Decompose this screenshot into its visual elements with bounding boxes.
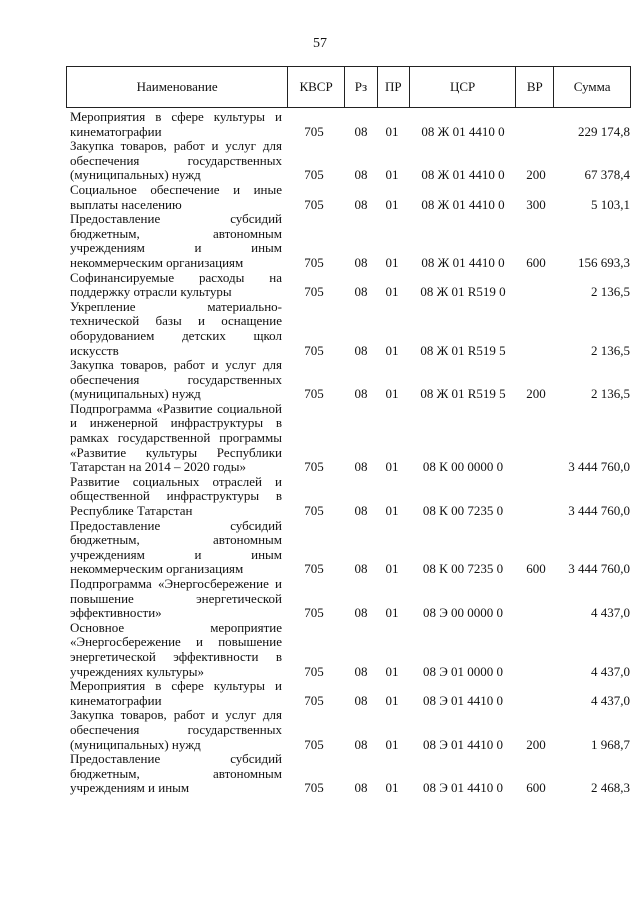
- table-row: [70, 183, 630, 212]
- row-pr: 01: [385, 736, 399, 752]
- table-header: [66, 66, 631, 108]
- row-kvsr: 705: [304, 196, 324, 212]
- row-csr: 08 Э 01 4410 0: [422, 780, 504, 796]
- table-row: [70, 300, 630, 358]
- table-row: [70, 402, 630, 475]
- row-rz: 08: [354, 780, 368, 796]
- row-sum: 2 468,3: [591, 780, 630, 796]
- row-csr: 08 Ж 01 4410 0: [421, 254, 505, 270]
- row-rz: 08: [354, 167, 368, 183]
- row-vr: 200: [526, 736, 546, 752]
- header-csr: ЦСР: [410, 67, 517, 107]
- row-kvsr: 705: [304, 780, 324, 796]
- row-csr: 08 Э 01 0000 0: [422, 663, 504, 679]
- row-rz: 08: [354, 342, 368, 358]
- header-pr: ПР: [378, 67, 410, 107]
- row-sum: 3 444 760,0: [568, 503, 630, 519]
- row-pr: 01: [385, 386, 399, 402]
- row-rz: 08: [354, 284, 368, 300]
- row-kvsr: 705: [304, 692, 324, 708]
- row-rz: 08: [354, 561, 368, 577]
- row-name: Закупка товаров, работ и услуг для обеспечения государственных (муниципальных) нужд: [70, 357, 282, 402]
- row-csr: 08 Э 01 4410 0: [422, 736, 504, 752]
- row-kvsr: 705: [304, 736, 324, 752]
- row-name: Развитие социальных отраслей и общественной инфраструктуры в Республике Татарстан: [70, 473, 282, 519]
- table-row: [70, 110, 630, 139]
- table-row: [70, 271, 630, 300]
- row-pr: 01: [385, 780, 399, 796]
- row-sum: 2 136,5: [591, 284, 630, 300]
- row-name: Закупка товаров, работ и услуг для обеспечения государственных (муниципальных) нужд: [70, 707, 282, 752]
- page-number: 57: [313, 36, 327, 51]
- row-name: Предоставление субсидий бюджетным, автономным учреждениям и иным некоммерческим организациям: [70, 211, 282, 270]
- row-pr: 01: [385, 167, 399, 183]
- row-name: Мероприятия в сфере культуры и кинематографии: [70, 109, 282, 139]
- row-sum: 3 444 760,0: [568, 459, 630, 475]
- row-name: Софинансируемые расходы на поддержку отрасли культуры: [70, 269, 282, 300]
- row-sum: 5 103,1: [591, 196, 630, 212]
- row-vr: 600: [526, 254, 546, 270]
- row-kvsr: 705: [304, 254, 324, 270]
- table-row: [70, 708, 630, 752]
- table-row: [70, 519, 630, 577]
- row-csr: 08 Ж 01 R519 5: [420, 386, 506, 402]
- row-kvsr: 705: [304, 459, 324, 475]
- row-kvsr: 705: [304, 123, 324, 139]
- row-sum: 2 136,5: [591, 386, 630, 402]
- table-row: [70, 621, 630, 679]
- row-rz: 08: [354, 503, 368, 519]
- row-name: Предоставление субсидий бюджетным, автономным учреждениям и иным некоммерческим организациям: [70, 517, 282, 577]
- table-row: [70, 139, 630, 183]
- table-row: [70, 212, 630, 270]
- row-kvsr: 705: [304, 386, 324, 402]
- row-sum: 1 968,7: [591, 736, 630, 752]
- row-pr: 01: [385, 605, 399, 621]
- table-row: [70, 475, 630, 519]
- row-rz: 08: [354, 123, 368, 139]
- row-csr: 08 Ж 01 R519 5: [420, 342, 506, 358]
- row-pr: 01: [385, 459, 399, 475]
- row-vr: 300: [526, 196, 546, 212]
- row-kvsr: 705: [304, 342, 324, 358]
- row-pr: 01: [385, 342, 399, 358]
- row-csr: 08 Ж 01 4410 0: [421, 196, 505, 212]
- row-vr: 600: [526, 780, 546, 796]
- table-row: [70, 358, 630, 402]
- row-csr: 08 К 00 7235 0: [422, 561, 504, 577]
- row-pr: 01: [385, 692, 399, 708]
- row-name: Социальное обеспечение и иные выплаты населению: [70, 181, 282, 212]
- row-rz: 08: [354, 386, 368, 402]
- row-vr: 600: [526, 561, 546, 577]
- row-csr: 08 К 00 0000 0: [422, 459, 504, 475]
- row-name: Предоставление субсидий бюджетным, автономным учреждениям и иным: [70, 751, 282, 796]
- row-pr: 01: [385, 196, 399, 212]
- row-rz: 08: [354, 254, 368, 270]
- row-csr: 08 Ж 01 4410 0: [421, 123, 505, 139]
- row-vr: 200: [526, 386, 546, 402]
- row-name: Основное мероприятие «Энергосбережение и повышение энергетической эффективности в учреждениях культуры»: [70, 619, 282, 679]
- row-pr: 01: [385, 123, 399, 139]
- row-sum: 67 378,4: [584, 167, 630, 183]
- row-name: Подпрограмма «Энергосбережение и повышение энергетической эффективности»: [70, 576, 282, 621]
- row-kvsr: 705: [304, 663, 324, 679]
- row-csr: 08 Э 00 0000 0: [422, 605, 504, 621]
- row-sum: 4 437,0: [591, 663, 630, 679]
- row-pr: 01: [385, 503, 399, 519]
- row-csr: 08 Ж 01 R519 0: [420, 284, 506, 300]
- row-kvsr: 705: [304, 605, 324, 621]
- row-sum: 4 437,0: [591, 605, 630, 621]
- row-pr: 01: [385, 663, 399, 679]
- row-csr: 08 Ж 01 4410 0: [421, 167, 505, 183]
- row-kvsr: 705: [304, 561, 324, 577]
- row-csr: 08 Э 01 4410 0: [422, 692, 504, 708]
- row-sum: 4 437,0: [591, 692, 630, 708]
- row-kvsr: 705: [304, 167, 324, 183]
- row-rz: 08: [354, 605, 368, 621]
- row-pr: 01: [385, 254, 399, 270]
- row-csr: 08 К 00 7235 0: [422, 503, 504, 519]
- row-name: Мероприятия в сфере культуры и кинематографии: [70, 678, 282, 708]
- row-sum: 2 136,5: [591, 342, 630, 358]
- table-row: [70, 679, 630, 708]
- header-name: Наименование: [67, 67, 288, 107]
- header-sum: Сумма: [573, 79, 611, 94]
- row-kvsr: 705: [304, 284, 324, 300]
- table-row: [70, 752, 630, 796]
- header-vr: ВР: [516, 67, 554, 107]
- row-name: Подпрограмма «Развитие социальной и инженерной инфраструктуры в рамках государственной программы «Развитие культуры Республики Татарстан на 2014 – 2020 годы»: [70, 400, 282, 475]
- row-sum: 156 693,3: [578, 254, 630, 270]
- row-kvsr: 705: [304, 503, 324, 519]
- row-vr: 200: [526, 167, 546, 183]
- row-pr: 01: [385, 284, 399, 300]
- row-rz: 08: [354, 692, 368, 708]
- row-name: Закупка товаров, работ и услуг для обеспечения государственных (муниципальных) нужд: [70, 138, 282, 183]
- row-rz: 08: [354, 459, 368, 475]
- header-kvsr: КВСР: [288, 67, 345, 107]
- row-rz: 08: [354, 736, 368, 752]
- table-row: [70, 577, 630, 621]
- row-rz: 08: [354, 196, 368, 212]
- row-sum: 229 174,8: [578, 123, 630, 139]
- row-pr: 01: [385, 561, 399, 577]
- row-name: Укрепление материально-технической базы и оснащение оборудованием детских щкол искусств: [70, 298, 282, 358]
- row-rz: 08: [354, 663, 368, 679]
- header-rz: Рз: [345, 67, 378, 107]
- table-body: [70, 110, 630, 796]
- row-sum: 3 444 760,0: [568, 561, 630, 577]
